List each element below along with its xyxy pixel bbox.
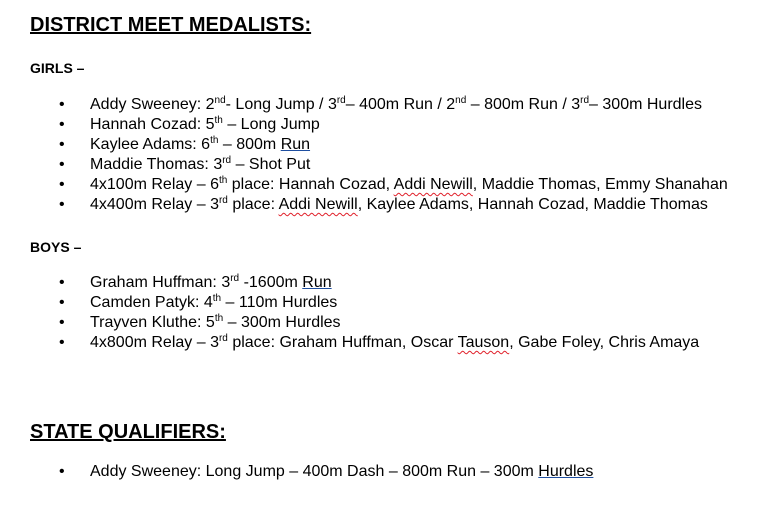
list-item-maddie-thomas: • Maddie Thomas: 3rd – Shot Put [59,155,311,173]
bullet-icon: • [59,334,65,351]
list-item-hannah-cozad: • Hannah Cozad: 5th – Long Jump [59,115,320,133]
girls-list [0,95,728,215]
list-item-kaylee-adams: • Kaylee Adams: 6th – 800m Run [59,135,311,153]
bullet-icon: • [59,274,65,291]
run-underlined: Run [280,136,311,153]
state-heading: STATE QUALIFIERS: [30,421,226,443]
bullet-icon: • [59,314,65,331]
state-list [0,462,593,482]
spellcheck-flagged-word: Addi Newill [393,176,473,193]
bullet-icon: • [59,463,65,480]
list-item-camden-patyk: • Camden Patyk: 4th – 110m Hurdles [59,293,338,311]
bullet-icon: • [59,294,65,311]
list-item-addy-sweeney: • Addy Sweeney: 2nd- Long Jump / 3rd– 400m Run / 2nd – 800m Run / 3rd– 300m Hurdles [59,95,702,113]
list-item-4x800-relay: • 4x800m Relay – 3rd place: Graham Huffman, Oscar Tauson, Gabe Foley, Chris Amaya [59,333,700,351]
bullet-icon: • [59,196,65,213]
bullet-icon: • [59,116,65,133]
bullet-icon: • [59,156,65,173]
spellcheck-flagged-word: Addi Newill [278,196,358,213]
list-item-trayven-kluthe: • Trayven Kluthe: 5th – 300m Hurdles [59,313,341,331]
list-item-state-addy-sweeney: • Addy Sweeney: Long Jump – 400m Dash – 800m Run – 300m Hurdles [59,463,594,480]
bullet-icon: • [59,176,65,193]
list-item-4x100-relay: • 4x100m Relay – 6th place: Hannah Cozad, Addi Newill, Maddie Thomas, Emmy Shanahan [59,175,728,193]
list-item-4x400-relay: • 4x400m Relay – 3rd place: Addi Newill, Kaylee Adams, Hannah Cozad, Maddie Thomas [59,195,708,213]
girls-label: GIRLS – [30,60,85,76]
bullet-icon: • [59,136,65,153]
boys-label: BOYS – [30,239,82,255]
bullet-icon: • [59,96,65,113]
list-item-graham-huffman: • Graham Huffman: 3rd -1600m Run [59,273,332,291]
district-heading: DISTRICT MEET MEDALISTS: [30,14,312,36]
boys-list [0,273,699,353]
hurdles-underlined: Hurdles [538,463,594,480]
run-underlined: Run [302,274,332,291]
spellcheck-flagged-word: Tauson [457,334,510,351]
